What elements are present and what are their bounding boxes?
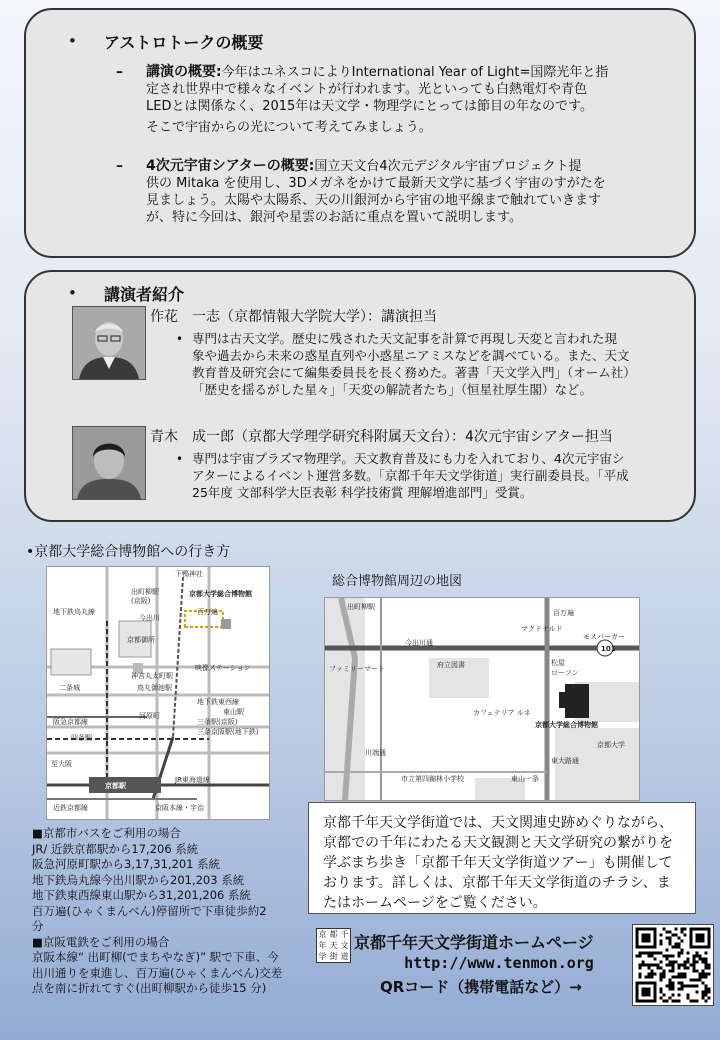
route-map: [46, 566, 270, 820]
qr-code[interactable]: [632, 924, 714, 1006]
map1-karasuma-oike: 鳥丸御池駅: [137, 684, 172, 692]
lecture-text-3: LEDとは関係なく、2015年は天文学・物理学にとっては節目の年なのです。: [146, 99, 593, 114]
map2-ichijo: 東山一条: [511, 775, 539, 783]
map1-demachi2: (京阪): [131, 597, 151, 605]
logo-char: 年: [318, 941, 327, 950]
bus-line-4: 地下鉄東西線東山駅から31,201,206 系統: [32, 888, 251, 902]
speaker1-desc-4: 「歴史を揺るがした星々」「天変の解読者たち」（恒星社厚生閣）など。: [192, 382, 593, 397]
bus-line-6: 分: [32, 919, 44, 933]
theater-summary: [146, 158, 686, 226]
map2-imadegawa: 今出川通: [405, 639, 433, 647]
lecture-summary: [146, 64, 686, 136]
map2-family: ファミリーマート: [329, 665, 385, 673]
access-heading-text: 京都大学総合博物館への行き方: [34, 544, 231, 560]
homepage-url[interactable]: http://www.tenmon.org: [404, 954, 594, 972]
logo-char: 天: [329, 941, 338, 950]
dash-marker: –: [116, 158, 123, 174]
lecture-text-1: 今年はユネスコによりInternational Year of Light=国際光年と指: [221, 65, 609, 80]
speaker1-desc-2: 象や過去から未来の惑星直列や小惑星ニアミスなどを調べている。また、天文: [192, 348, 630, 363]
speaker2-desc-3: 25年度 文部科学大臣表彰 科学技術賞 理解増進部門」受賞。: [192, 485, 533, 500]
map1-kyoto-st: 京都駅: [105, 782, 126, 790]
tour-info-box: 京都千年天文学街道では、天文関連史跡めぐりながら、京都での千年にわたる天文観測と天文学研究の繋がりを学ぶまち歩き「京都千年天文学街道ツアー」も開催しております。詳しくは、京都千年天文学街道のチラシ、またはホームページをご覧ください。: [308, 802, 696, 914]
bus-heading: ■京都市バスをご利用の場合: [32, 826, 181, 840]
map2-title: 総合博物館周辺の地図: [332, 574, 463, 589]
map2-hyakumanben: 百万遍: [553, 609, 574, 617]
keihan-line-1: 京阪本線“ 出町柳(でまちやなぎ)” 駅で下車、今: [32, 950, 279, 964]
map2-demachi: 出町柳駅: [347, 603, 375, 611]
map1-demachi: 出町柳駅: [131, 588, 159, 596]
map2-mcd: マクドナルド: [521, 625, 563, 633]
logo-char: 文: [340, 941, 349, 950]
speaker2-desc-2: アターによるイベント運営多数。「京都千年天文学街道」実行副委員長。「平成: [192, 468, 629, 483]
map2-cafe: カフェテリア ルネ: [473, 709, 531, 717]
speaker1-desc-3: 教育普及研究会にて編集委員長を長く務めた。著書「天文学入門」（オーム社）: [192, 365, 636, 380]
map2-route: 101: [601, 645, 616, 653]
logo-char: 京: [318, 930, 327, 939]
map1-subway-tozai: 地下鉄東西線: [197, 698, 239, 706]
logo-char: 道: [340, 952, 349, 961]
neighborhood-map: [324, 597, 640, 801]
theater-text-2: 供の Mitaka を使用し、3Dメガネをかけて最新天文学に基づく宇宙のすがたを: [146, 176, 606, 191]
map2-higashioji: 東大路通: [551, 757, 579, 765]
map1-sanjo-keage: 三条京阪駅(地下鉄): [197, 728, 259, 736]
map2-kyodai: 京都大学: [597, 741, 625, 749]
keihan-heading: ■京阪電鉄をご利用の場合: [32, 934, 170, 949]
logo-char: 都: [329, 930, 338, 939]
bus-line-2: 阪急河原町駅から3,17,31,201 系統: [32, 857, 221, 871]
map2-matsuya: 松屋: [551, 659, 565, 667]
map1-jr: JR東海道線: [175, 776, 210, 784]
bus-line-3: 地下鉄烏丸線今出川駅から201,203 系統: [32, 872, 245, 887]
theater-label: 4次元宇宙シアターの概要:: [146, 158, 315, 174]
map1-keihan-line: 京阪本線・宇治: [155, 804, 204, 812]
kaido-logo: [316, 928, 351, 963]
map1-subway-karasuma: 地下鉄烏丸線: [53, 608, 95, 616]
map1-museum: 京都大学総合博物館: [189, 590, 252, 598]
bullet-dot: •: [68, 284, 77, 302]
overview-box: [24, 8, 696, 258]
map1-shimogamo: 下鴨神社: [175, 570, 203, 578]
map1-jinguu: 神宮丸太町駅: [131, 672, 173, 680]
bullet-dot: •: [68, 32, 77, 50]
speaker2-desc-1: 専門は宇宙プラズマ物理学。天文教育普及にも力を入れており、4次元宇宙シ: [192, 451, 625, 466]
logo-char: 学: [318, 952, 327, 961]
speaker1-name: 作花 一志（京都情報大学院大学）：講演担当: [150, 309, 437, 325]
speaker2-photo: [72, 426, 146, 500]
theater-text-1: 国立天文台4次元デジタル宇宙プロジェクト提: [314, 159, 582, 174]
bus-line-1: JR/ 近鉄京都駅から17,206 系統: [32, 841, 199, 856]
qr-label: QRコード（携帯電話など）→: [380, 978, 582, 996]
map2-museum: 京都大学総合博物館: [535, 721, 598, 729]
bullet-dot: •: [176, 452, 184, 466]
map2-mos: モスバーガー: [583, 633, 625, 641]
bus-line-5: 百万遍(ひゃくまんべん)停留所で下車徒歩約2: [32, 903, 267, 918]
homepage-title: 京都千年天文学街道ホームページ: [354, 933, 594, 952]
map1-kawabata: 至大阪: [51, 760, 72, 768]
map1-shijo: 四条駅: [71, 734, 92, 742]
map2-school: 市立第四錦林小学校: [401, 775, 464, 783]
overview-heading: アストロトークの概要: [104, 33, 264, 52]
map1-kintetsu: 近鉄京都線: [53, 804, 88, 812]
speaker1-photo: [72, 306, 146, 380]
map1-nijo: 二条城: [59, 684, 80, 692]
speaker1-desc-1: 専門は古天文学。歴史に残された天文記事を計算で再現し天変と言われた現: [192, 331, 618, 346]
lecture-label: 講演の概要:: [146, 64, 222, 80]
bullet-dot: •: [26, 544, 35, 560]
map1-higashiyama: 東山駅: [223, 708, 244, 716]
logo-char: 千: [340, 930, 349, 939]
access-instructions: [32, 826, 302, 997]
bullet-dot: •: [176, 332, 184, 346]
lecture-text-2: 定され世界中で様々なイベントが行われます。光といっても白熱電灯や青色: [146, 82, 587, 97]
speaker2-desc: [192, 450, 682, 501]
speaker2-name: 青木 成一郎（京都大学理学研究科附属天文台）：4次元宇宙シアター担当: [150, 429, 613, 445]
theater-text-4: が、特に今回は、銀河や星雲のお話に重点を置いて説明します。: [146, 210, 522, 225]
map1-sanjo: 三条駅(京阪): [197, 718, 238, 726]
map2-library: 府立図書: [437, 661, 465, 669]
map1-kawaramachi: 河原町: [139, 712, 160, 720]
keihan-line-2: 出川通りを東進し、百万遍(ひゃくまんべん)交差: [32, 965, 283, 980]
map1-gosho: 京都御所: [127, 636, 155, 644]
speakers-box: [24, 270, 696, 522]
map1-imadegawa: 今出川: [139, 614, 160, 622]
speakers-heading: 講演者紹介: [104, 285, 185, 304]
map1-hankyu: 阪急京都線: [53, 718, 88, 726]
map2-kawabata: 川端通: [365, 749, 386, 757]
map2-lawson: ローソン: [551, 669, 579, 677]
keihan-line-3: 点を南に折れてすぐ(出町柳駅から徒歩15 分): [32, 981, 267, 995]
logo-char: 街: [329, 952, 338, 961]
theater-text-3: 見ましょう。太陽や太陽系、天の川銀河から宇宙の地平線まで触れていきます: [146, 193, 602, 208]
access-heading: [26, 541, 230, 561]
dash-marker: –: [116, 64, 123, 80]
map1-eizo: 映像ステーション: [195, 664, 251, 672]
lecture-text-4: そこで宇宙からの光について考えてみましょう。: [146, 120, 432, 135]
speaker1-desc: [192, 330, 682, 398]
map1-hyakumanben: 百万遍: [197, 608, 218, 616]
